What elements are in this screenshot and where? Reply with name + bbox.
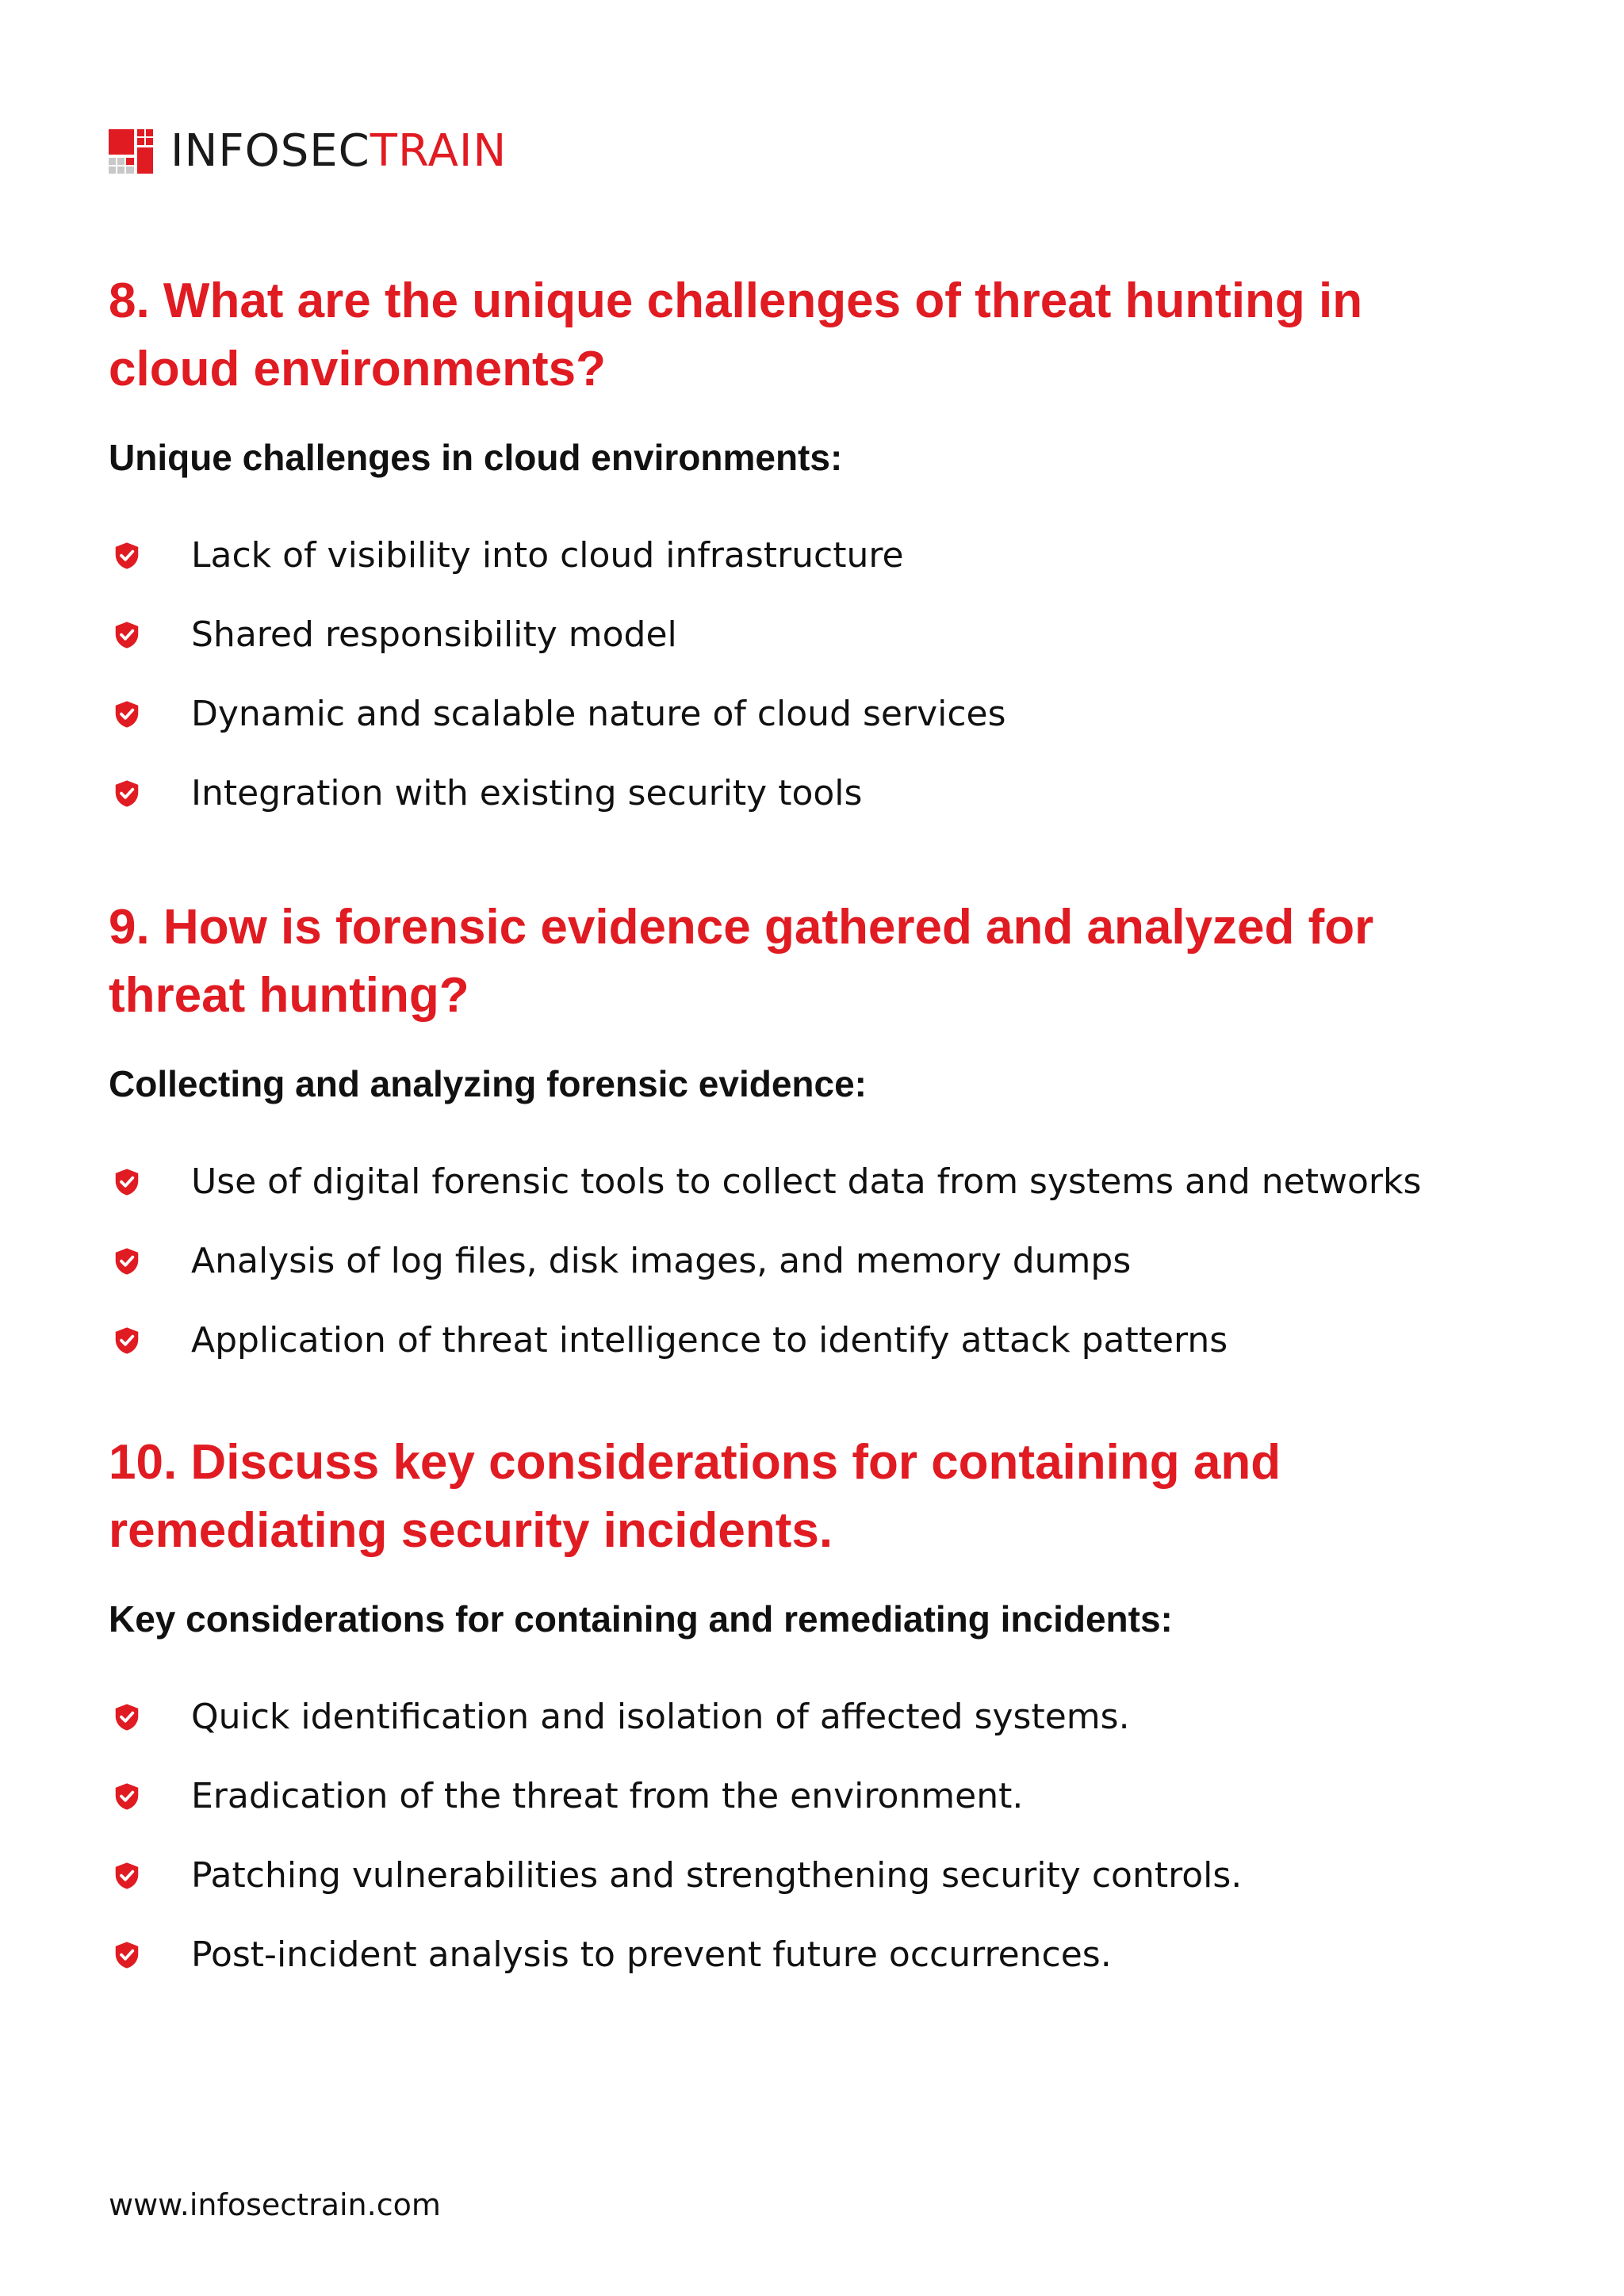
brand-name bbox=[170, 127, 507, 176]
list-item bbox=[109, 1301, 1504, 1380]
list-item bbox=[109, 754, 1504, 833]
footer-url[interactable]: www.infosectrain.com bbox=[109, 2187, 441, 2222]
brand-logo bbox=[109, 127, 507, 176]
list-item-text: Post-incident analysis to prevent future occurrences. bbox=[191, 1934, 1112, 1975]
list-item-text: Analysis of log files, disk images, and memory dumps bbox=[191, 1241, 1132, 1281]
list-item-text: Quick identification and isolation of affected systems. bbox=[191, 1697, 1130, 1737]
shield-check-icon bbox=[112, 1702, 142, 1732]
list-item bbox=[109, 1836, 1504, 1915]
shield-check-icon bbox=[112, 1326, 142, 1356]
list-item bbox=[109, 1915, 1504, 1995]
bullet-list bbox=[109, 1678, 1504, 1995]
brand-name-part2: TRAIN bbox=[370, 125, 508, 177]
list-item bbox=[109, 1222, 1504, 1301]
list-item-text: Use of digital forensic tools to collect data from systems and networks bbox=[191, 1161, 1422, 1202]
list-item-text: Dynamic and scalable nature of cloud services bbox=[191, 694, 1006, 734]
shield-check-icon bbox=[112, 1781, 142, 1812]
question-subtitle: Unique challenges in cloud environments: bbox=[109, 437, 843, 478]
bullet-list bbox=[109, 1142, 1504, 1380]
question-subtitle: Collecting and analyzing forensic evidence: bbox=[109, 1063, 868, 1104]
question-section-9 bbox=[109, 894, 1504, 1380]
question-section-10 bbox=[109, 1429, 1504, 1995]
shield-check-icon bbox=[112, 620, 142, 650]
list-item-text: Application of threat intelligence to identify attack patterns bbox=[191, 1320, 1228, 1360]
question-title: 9. How is forensic evidence gathered and analyzed for threat hunting? bbox=[109, 900, 1374, 1023]
shield-check-icon bbox=[112, 779, 142, 809]
list-item-text: Lack of visibility into cloud infrastructure bbox=[191, 535, 904, 576]
bullet-list bbox=[109, 516, 1504, 833]
infosectrain-logo-icon bbox=[109, 129, 153, 174]
list-item-text: Integration with existing security tools bbox=[191, 773, 863, 813]
shield-check-icon bbox=[112, 1246, 142, 1276]
list-item bbox=[109, 1757, 1504, 1836]
list-item-text: Patching vulnerabilities and strengthening security controls. bbox=[191, 1855, 1243, 1896]
shield-check-icon bbox=[112, 1940, 142, 1970]
brand-name-part1: INFOSEC bbox=[170, 125, 370, 177]
shield-check-icon bbox=[112, 1167, 142, 1197]
shield-check-icon bbox=[112, 541, 142, 571]
list-item bbox=[109, 1142, 1504, 1222]
list-item-text: Shared responsibility model bbox=[191, 614, 677, 655]
question-title: 8. What are the unique challenges of threat hunting in cloud environments? bbox=[109, 274, 1363, 396]
list-item bbox=[109, 595, 1504, 675]
list-item bbox=[109, 1678, 1504, 1757]
list-item bbox=[109, 675, 1504, 754]
question-section-8 bbox=[109, 267, 1504, 833]
list-item bbox=[109, 516, 1504, 595]
shield-check-icon bbox=[112, 699, 142, 729]
shield-check-icon bbox=[112, 1861, 142, 1891]
list-item-text: Eradication of the threat from the environment. bbox=[191, 1776, 1024, 1816]
question-subtitle: Key considerations for containing and remediating incidents: bbox=[109, 1598, 1173, 1640]
question-title: 10. Discuss key considerations for containing and remediating security incidents. bbox=[109, 1435, 1281, 1558]
